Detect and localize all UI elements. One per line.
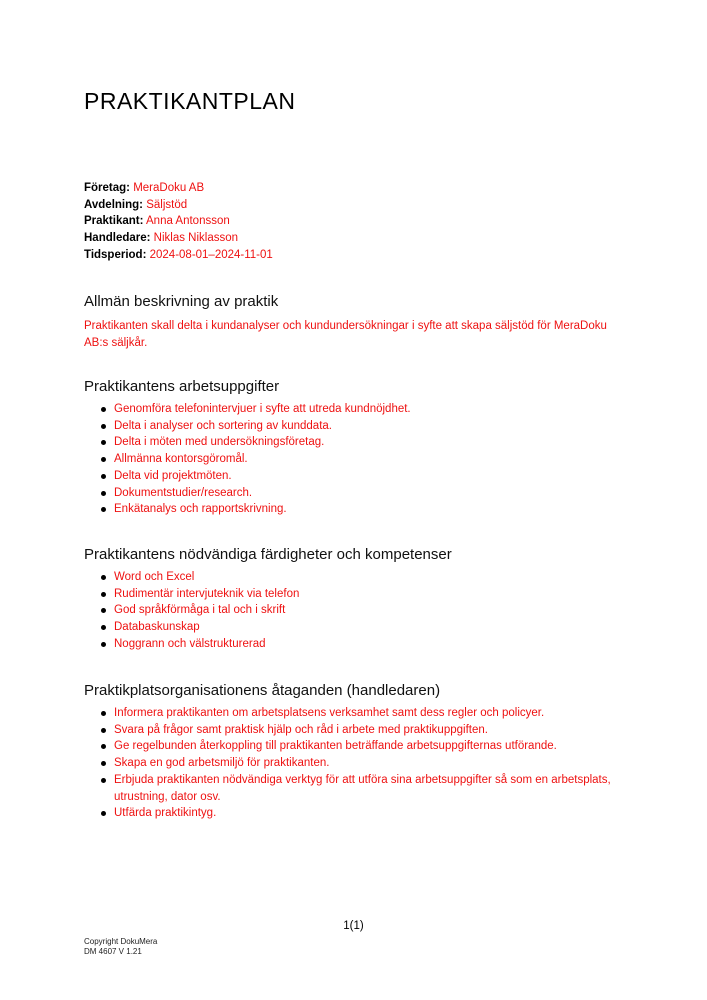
bullet-icon bbox=[101, 711, 106, 716]
list-item: Databaskunskap bbox=[114, 619, 624, 636]
bullet-icon bbox=[101, 424, 106, 429]
meta-label: Företag: bbox=[84, 182, 130, 194]
meta-row-intern bbox=[84, 213, 273, 230]
footer-doc-id: DM 4607 V 1.21 bbox=[84, 947, 142, 956]
list-item: Word och Excel bbox=[114, 569, 624, 586]
bullet-icon bbox=[101, 592, 106, 597]
list-item: Utfärda praktikintyg. bbox=[114, 805, 624, 822]
list-item: Delta i analyser och sortering av kunddata. bbox=[114, 418, 624, 435]
meta-value: Niklas Niklasson bbox=[153, 232, 239, 245]
footer bbox=[84, 937, 157, 957]
bullet-icon bbox=[101, 778, 106, 783]
section-heading: Praktikantens nödvändiga färdigheter och kompetenser bbox=[84, 546, 452, 563]
bullet-icon bbox=[101, 507, 106, 512]
footer-copyright: Copyright DokuMera bbox=[84, 937, 158, 946]
list-item: Allmänna kontorsgöromål. bbox=[114, 451, 624, 468]
meta-label: Tidsperiod: bbox=[84, 248, 147, 261]
list-item: Skapa en god arbetsmiljö för praktikanten. bbox=[114, 755, 624, 772]
meta-value: Anna Antonsson bbox=[146, 215, 230, 228]
list-item: Noggrann och välstrukturerad bbox=[114, 636, 624, 653]
page-number: 1(1) bbox=[343, 920, 364, 932]
bullet-icon bbox=[101, 642, 106, 647]
list-item: Ge regelbunden återkoppling till praktikanten beträffande arbetsuppgifternas utförande. bbox=[114, 738, 624, 755]
bullet-icon bbox=[101, 744, 106, 749]
section-commitments bbox=[84, 682, 624, 822]
bullet-icon bbox=[101, 474, 106, 479]
bullet-icon bbox=[101, 440, 106, 445]
list-item: Svara på frågor samt praktisk hjälp och råd i arbete med praktikuppgiften. bbox=[114, 722, 624, 739]
bullet-icon bbox=[101, 457, 106, 462]
meta-row-department bbox=[84, 197, 273, 214]
bullet-icon bbox=[101, 728, 106, 733]
skills-list bbox=[84, 569, 624, 653]
section-skills bbox=[84, 546, 624, 653]
section-heading: Allmän beskrivning av praktik bbox=[84, 293, 279, 310]
meta-block bbox=[84, 180, 273, 264]
bullet-icon bbox=[101, 407, 106, 412]
bullet-icon bbox=[101, 625, 106, 630]
list-item: Delta i möten med undersökningsföretag. bbox=[114, 434, 624, 451]
list-item: Delta vid projektmöten. bbox=[114, 468, 624, 485]
bullet-icon bbox=[101, 761, 106, 766]
bullet-icon bbox=[101, 575, 106, 580]
bullet-icon bbox=[101, 608, 106, 613]
section-heading: Praktikantens arbetsuppgifter bbox=[84, 378, 280, 395]
meta-row-supervisor bbox=[84, 230, 273, 247]
list-item: Rudimentär intervjuteknik via telefon bbox=[114, 586, 624, 603]
meta-value: MeraDoku AB bbox=[133, 182, 205, 194]
list-item: Informera praktikanten om arbetsplatsens verksamhet samt dess regler och policyer. bbox=[114, 705, 624, 722]
list-item: God språkförmåga i tal och i skrift bbox=[114, 602, 624, 619]
bullet-icon bbox=[101, 491, 106, 496]
meta-value: 2024-08-01–2024-11-01 bbox=[149, 248, 273, 261]
meta-label: Avdelning: bbox=[84, 198, 143, 211]
bullet-icon bbox=[101, 811, 106, 816]
meta-label: Praktikant: bbox=[84, 215, 144, 228]
list-item: Genomföra telefonintervjuer i syfte att utreda kundnöjdhet. bbox=[114, 401, 624, 418]
section-heading: Praktikplatsorganisationens åtaganden (handledaren) bbox=[84, 682, 441, 699]
list-item: Enkätanalys och rapportskrivning. bbox=[114, 501, 624, 518]
section-description bbox=[84, 293, 624, 352]
task-list bbox=[84, 401, 624, 518]
commitments-list bbox=[84, 705, 624, 822]
meta-value: Säljstöd bbox=[146, 198, 188, 211]
meta-row-company bbox=[84, 180, 273, 197]
section-tasks bbox=[84, 378, 624, 518]
list-item: Dokumentstudier/research. bbox=[114, 485, 624, 502]
meta-label: Handledare: bbox=[84, 232, 151, 245]
document-title: PRAKTIKANTPLAN bbox=[84, 88, 296, 114]
list-item: Erbjuda praktikanten nödvändiga verktyg för att utföra sina arbetsuppgifter så som en arbetsplats, utrustning, dator osv. bbox=[114, 772, 624, 805]
section-text: Praktikanten skall delta i kundanalyser och kundundersökningar i syfte att skapa säljstöd för MeraDoku AB:s säljkår. bbox=[84, 320, 607, 349]
meta-row-period bbox=[84, 247, 273, 264]
